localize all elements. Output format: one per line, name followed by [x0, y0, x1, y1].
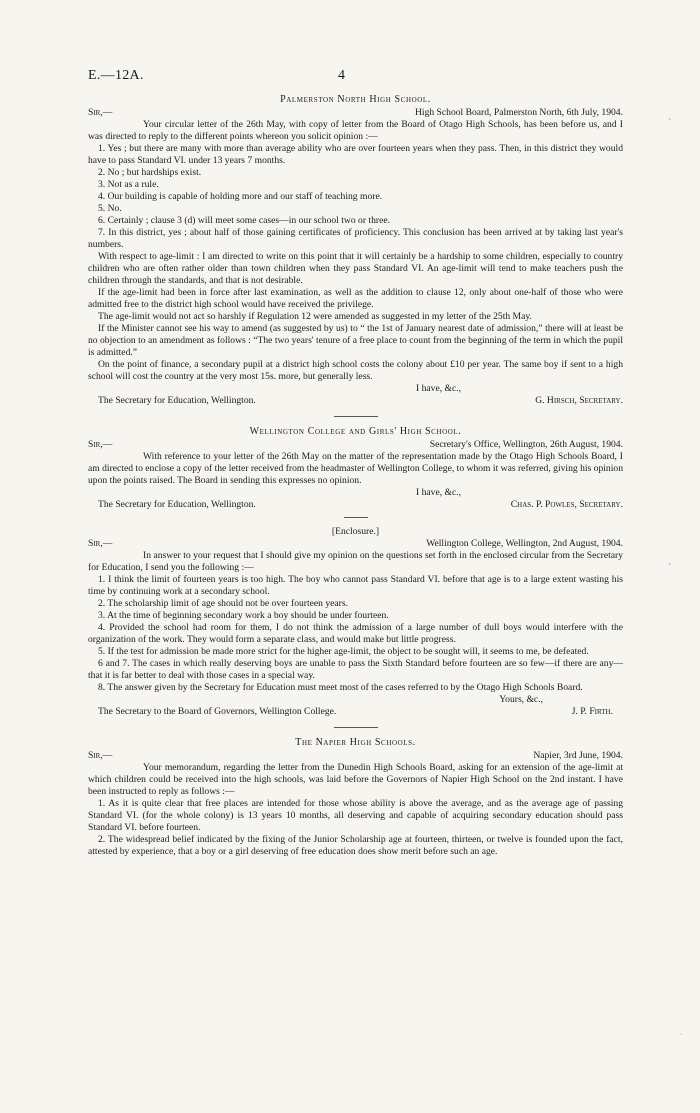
paragraph: 1. Yes ; but there are many with more than average ability who are over fourteen years when they pass. Then, in this district they would have to pass Standard VI. under 13 years 7 months. — [88, 143, 623, 166]
enclosure-label: [Enclosure.] — [331, 526, 380, 537]
letter-location: High School Board, Palmerston North, 6th July, 1904. — [414, 107, 623, 118]
letter-location: Secretary's Office, Wellington, 26th August, 1904. — [429, 439, 623, 450]
addressee-row — [88, 706, 623, 718]
letter-enclosure — [88, 526, 623, 718]
closing: Yours, &c., — [499, 694, 543, 705]
paragraph: If the age-limit had been in force after last examination, as well as the addition to clause 12, only about one-half of those who were admitted free to the district high school would have received the privilege. — [88, 287, 623, 310]
paragraph: Your circular letter of the 26th May, with copy of letter from the Board of Otago High Schools, has been before us, and I was directed to reply to the different points whereon you solicit opinion :— — [88, 119, 623, 142]
document-page — [88, 70, 623, 858]
letter-palmerston-north — [88, 94, 623, 407]
signature: J. P. Firth. — [571, 706, 613, 717]
letter-title: Wellington College and Girls' High School. — [249, 426, 462, 437]
paragraph: 5. No. — [98, 203, 122, 214]
closing: I have, &c., — [416, 487, 462, 498]
paragraph: 2. The scholarship limit of age should not be over fourteen years. — [98, 598, 348, 609]
letter-location: Napier, 3rd June, 1904. — [533, 750, 623, 761]
paragraph: 5. If the test for admission be made more strict for the higher age-limit, the object to be sought will, it seems to me, be defeated. — [98, 646, 589, 657]
salutation: Sir,— — [88, 107, 113, 118]
addressee: The Secretary to the Board of Governors, Wellington College. — [98, 706, 337, 717]
paragraph: 7. In this district, yes ; about half of those gaining certificates of proficiency. This conclusion has been arrived at by taking last year's numbers. — [88, 227, 623, 250]
paragraph: In answer to your request that I should give my opinion on the questions set forth in the enclosed circular from the Secretary for Education, I send you the following :— — [88, 550, 623, 573]
paragraph: On the point of finance, a secondary pupil at a district high school costs the colony about £10 per year. The same boy if sent to a high school will cost the country at the very most 15s. more, but generally less. — [88, 359, 623, 382]
letter-title: The Napier High Schools. — [295, 737, 416, 748]
letter-heading-row — [88, 538, 623, 550]
paragraph: The age-limit would not act so harshly if Regulation 12 were amended as suggested in my letter of the 25th May. — [98, 311, 532, 322]
paragraph: If the Minister cannot see his way to amend (as suggested by us) to “ the 1st of January nearest date of admission,” there will at least be no objection to an amendment as follows : “The two years' tenure of a free place to count from the beginning of the term in which the pupil is admitted.” — [88, 323, 623, 358]
signature: Chas. P. Powles, Secretary. — [510, 499, 623, 510]
paragraph: 6 and 7. The cases in which really deserving boys are unable to pass the Sixth Standard before fourteen are so few—if there are any—that it is far better to deal with those cases in a special way. — [88, 658, 623, 681]
addressee: The Secretary for Education, Wellington. — [98, 499, 256, 510]
letter-wellington-college — [88, 426, 623, 511]
salutation: Sir,— — [88, 750, 113, 761]
signature: G. Hirsch, Secretary. — [535, 395, 623, 406]
closing-row — [88, 694, 623, 706]
page-number: 4 — [338, 68, 345, 83]
letter-location: Wellington College, Wellington, 2nd August, 1904. — [426, 538, 623, 549]
paragraph: 6. Certainly ; clause 3 (d) will meet some cases—in our school two or three. — [98, 215, 391, 226]
addressee-row — [88, 395, 623, 407]
paragraph: 1. As it is quite clear that free places are intended for those whose ability is above the average, and as the average age of passing Standard VI. (for the whole colony) is 13 years 10 months, all deserving and capable of acquiring secondary education should pass Standard VI. before fourteen. — [88, 798, 623, 833]
paragraph: 3. Not as a rule. — [98, 179, 159, 190]
paragraph: Your memorandum, regarding the letter from the Dunedin High Schools Board, asking for an extension of the age-limit at which children could be received into the high schools, was laid before the Governors of Napier High School on the 2nd instant. I have been instructed to reply as follows :— — [88, 762, 623, 797]
closing-row — [88, 383, 623, 395]
letter-title: Palmerston North High School. — [280, 94, 431, 105]
letter-heading-row — [88, 750, 623, 762]
paragraph: With reference to your letter of the 26th May on the matter of the representation made by the Otago High Schools Board, I am directed to enclose a copy of the letter received from the headmaster of Wellington College, to whom it was referred, giving his opinion upon the points raised. The Board in sending this expresses no opinion. — [88, 451, 623, 486]
paragraph: 3. At the time of beginning secondary work a boy should be under fourteen. — [98, 610, 389, 621]
letter-heading-row — [88, 107, 623, 119]
section-divider — [334, 416, 378, 417]
closing-row — [88, 487, 623, 499]
salutation: Sir,— — [88, 538, 113, 549]
section-divider — [334, 727, 378, 728]
closing: I have, &c., — [416, 383, 462, 394]
addressee: The Secretary for Education, Wellington. — [98, 395, 256, 406]
paragraph: 4. Provided the school had room for them, I do not think the admission of a large number of dull boys would interfere with the organization of the work. They would form a separate class, and would make but little progress. — [88, 622, 623, 645]
page-reference: E.—12A. — [88, 68, 144, 83]
page-header — [88, 70, 623, 92]
paragraph: 1. I think the limit of fourteen years is too high. The boy who cannot pass Standard VI. before that age is to a large extent wasting his time by continuing work at a secondary school. — [88, 574, 623, 597]
margin-mark: · — [680, 1030, 683, 1039]
addressee-row — [88, 499, 623, 511]
salutation: Sir,— — [88, 439, 113, 450]
paragraph: 2. No ; but hardships exist. — [98, 167, 202, 178]
paragraph: 4. Our building is capable of holding more and our staff of teaching more. — [98, 191, 383, 202]
margin-mark: ` — [668, 563, 672, 574]
margin-mark: ` — [668, 118, 672, 129]
letter-heading-row — [88, 439, 623, 451]
paragraph: With respect to age-limit : I am directed to write on this point that it will certainly be a hardship to some children, especially to country children who are often rather older than town children when they pass Standard VI. An age-limit will tend to make teachers push the children through the standards, and that is not desirable. — [88, 251, 623, 286]
letter-napier — [88, 737, 623, 858]
short-divider — [344, 517, 368, 518]
paragraph: 2. The widespread belief indicated by the fixing of the Junior Scholarship age at fourteen, thirteen, or twelve is founded upon the fact, attested by experience, that a boy or a girl deserving of free education does show merit before such an age. — [88, 834, 623, 857]
paragraph: 8. The answer given by the Secretary for Education must meet most of the cases referred to by the Otago High Schools Board. — [98, 682, 583, 693]
